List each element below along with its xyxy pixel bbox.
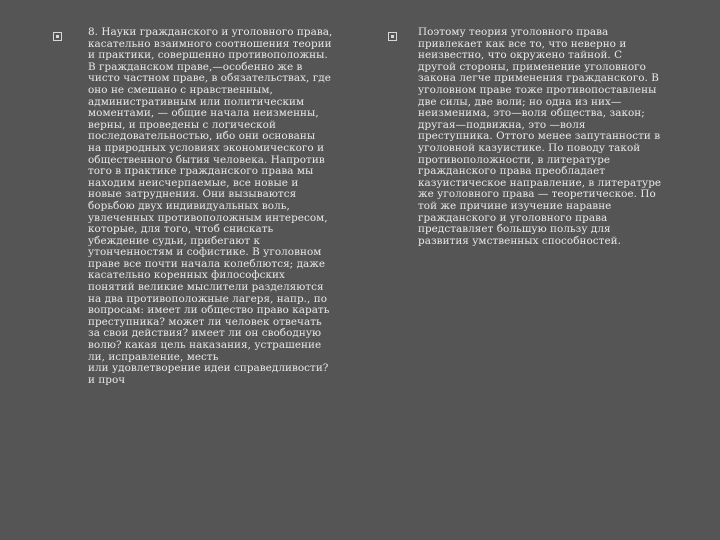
text-line: и практики, совершенно противоположны. (88, 49, 328, 62)
text-line: волю? какая цель наказания, устрашение (88, 339, 322, 352)
text-line: гражданского права преобладает (418, 165, 606, 178)
text-line: моментами, — общие начала неизменны, (88, 107, 319, 120)
left-text-column (88, 27, 358, 386)
text-line: другой стороны, применение уголовного (418, 60, 646, 73)
square-bullet-icon (53, 32, 62, 41)
text-line: неизменима, это—воля общества, закон; (418, 107, 645, 120)
text-line: увлеченных противоположным интересом, (88, 211, 328, 224)
text-line: представляет большую пользу для (418, 223, 611, 236)
text-line: гражданского и уголовного права (418, 211, 608, 224)
text-line: уголовной казуистике. По поводу такой (418, 141, 641, 154)
text-line: закона легче применения гражданского. В (418, 72, 659, 85)
text-line: касательно взаимного соотношения теории (88, 37, 332, 50)
text-line: 8. Науки гражданского и уголовного права, (88, 26, 333, 38)
text-line: того в практике гражданского права мы (88, 165, 314, 178)
text-line: Поэтому теория уголовного права (418, 26, 609, 38)
text-line: общественного бытия человека. Напротив (88, 153, 325, 166)
text-line: ли, исправление, месть (88, 350, 219, 363)
text-line: или удовлетворение идеи справедливости? (88, 362, 329, 375)
text-line: касательно коренных философских (88, 269, 285, 282)
text-line: убеждение судьи, прибегают к (88, 234, 260, 247)
text-line: за свои действия? имеет ли он свободную (88, 327, 322, 340)
text-line: вопросам: имеет ли общество право карать (88, 304, 330, 317)
text-line: уголовном праве тоже противопоставлены (418, 83, 657, 96)
text-line: утонченностям и софистике. В уголовном (88, 246, 322, 259)
text-line: преступника? может ли человек отвечать (88, 315, 322, 328)
text-line: находим неисчерпаемые, все новые и (88, 176, 299, 189)
text-line: той же причине изучение наравне (418, 199, 612, 212)
text-line: верны, и проведены с логической (88, 118, 276, 131)
text-line: противоположности, в литературе (418, 153, 611, 166)
text-line: чисто частном праве, в обязательствах, где (88, 72, 331, 85)
text-line: новые затруднения. Они вызываются (88, 188, 297, 201)
text-line: оно не смешано с нравственным, (88, 83, 273, 96)
text-line: казуистическое направление, в литературе (418, 176, 662, 189)
text-line: и проч (88, 373, 126, 386)
text-line: которые, для того, чтоб снискать (88, 223, 274, 236)
text-line: праве все почти начала колеблются; даже (88, 257, 326, 270)
text-line: на два противоположные лагеря, напр., по (88, 292, 328, 305)
square-bullet-icon (388, 32, 397, 41)
text-line: преступника. Оттого менее запутанности в (418, 130, 661, 143)
text-line: на природных условиях экономического и (88, 141, 325, 154)
text-line: другая—подвижна, это —воля (418, 118, 586, 131)
text-line: понятий великие мыслители разделяются (88, 281, 324, 294)
text-line: же уголовного права — теоретическое. По (418, 188, 656, 201)
text-line: развития умственных способностей. (418, 234, 621, 247)
right-text-column (418, 27, 688, 247)
text-line: административным или политическим (88, 95, 305, 108)
text-line: неизвестно, что окружено тайной. С (418, 49, 623, 62)
text-line: привлекает как все то, что неверно и (418, 37, 627, 50)
text-line: две силы, две воли; но одна из них— (418, 95, 622, 108)
text-line: В гражданском праве,—особенно же в (88, 60, 303, 73)
text-line: борьбою двух индивидуальных воль, (88, 199, 290, 212)
text-line: последовательностью, ибо они основаны (88, 130, 316, 143)
